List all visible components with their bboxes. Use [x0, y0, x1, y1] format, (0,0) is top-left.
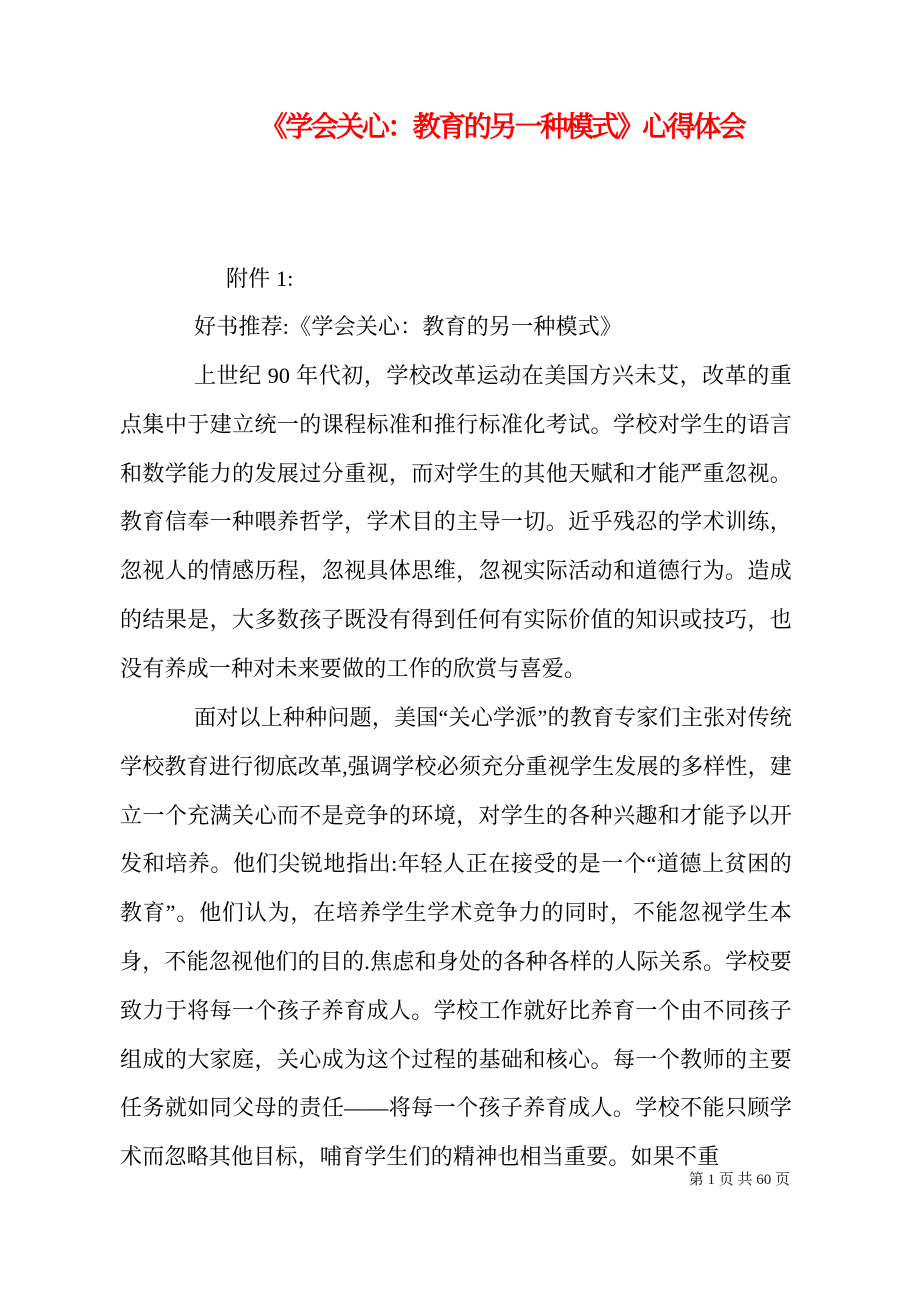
document-title: 《学会关心：教育的另一种模式》心得体会	[259, 112, 745, 143]
book-recommendation-line: 好书推荐:《学会关心：教育的另一种模式》	[194, 314, 623, 339]
attachment-label: 附件 1:	[226, 266, 294, 291]
body-paragraph-1: 上世纪 90 年代初，学校改革运动在美国方兴未艾，改革的重点集中于建立统一的课程标准和推行标准化考试。学校对学生的语言和数学能力的发展过分重视，而对学生的其他天赋和才能严重忽视。教育信奉一种喂养哲学，学术目的主导一切。近乎残忍的学术训练，忽视人的情感历程，忽视具体思维，忽视实际活动和道德行为。造成的结果是，大多数孩子既没有得到任何有实际价值的知识或技巧，也没有养成一种对未来要做的工作的欣赏与喜爱。	[120, 363, 792, 681]
body-paragraph-2: 面对以上种种问题，美国“关心学派”的教育专家们主张对传统学校教育进行彻底改革,强调学校必须充分重视学生发展的多样性，建立一个充满关心而不是竞争的环境，对学生的各种兴趣和才能予以开发和培养。他们尖锐地指出:年轻人正在接受的是一个“道德上贫困的教育”。他们认为，在培养学生学术竞争力的同时，不能忽视学生本身，不能忽视他们的目的.焦虑和身处的各种各样的人际关系。学校要致力于将每一个孩子养育成人。学校工作就好比养育一个由不同孩子组成的大家庭，关心成为这个过程的基础和核心。每一个教师的主要任务就如同父母的责任——将每一个孩子养育成人。学校不能只顾学术而忽略其他目标，哺育学生们的精神也相当重要。如果不重	[120, 705, 792, 1170]
page-number-text: 第 1 页 共 60 页	[688, 1172, 790, 1188]
page-number-footer	[0, 1170, 790, 1190]
